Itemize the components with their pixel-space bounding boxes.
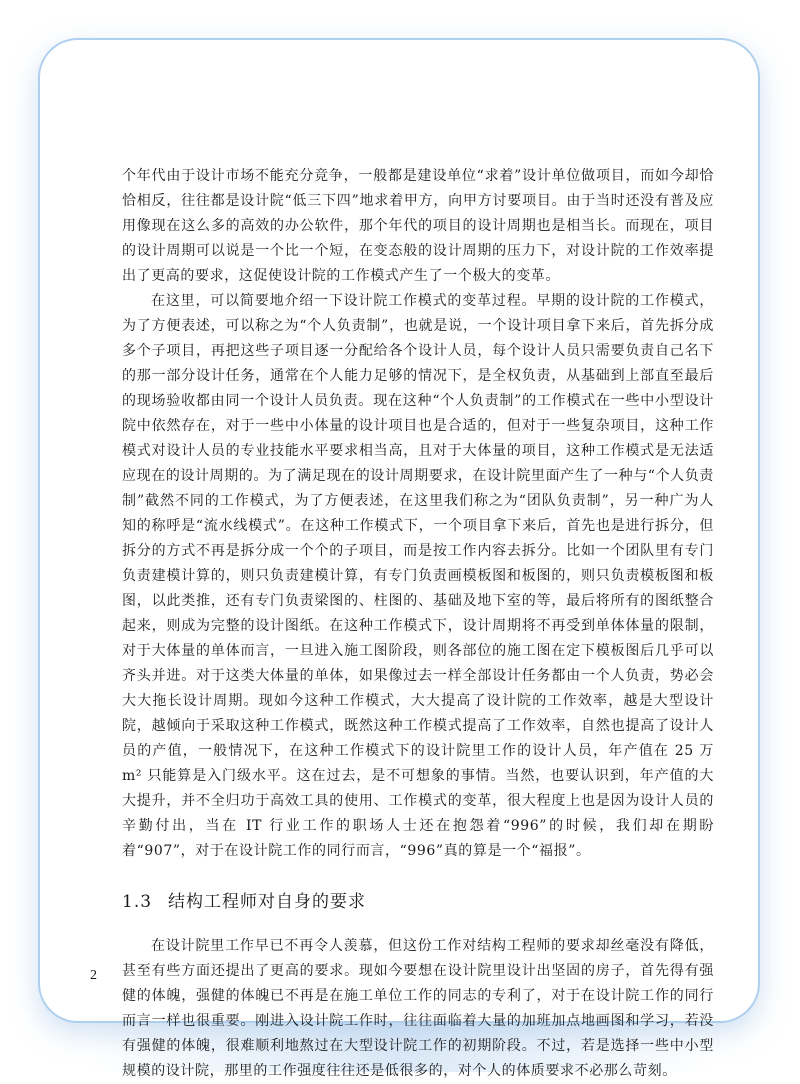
paragraph-engineer-requirements: 在设计院里工作早已不再令人羡慕，但这份工作对结构工程师的要求却丝毫没有降低，甚至有些方面还提出了更高的要求。现如今要想在设计院里设计出坚固的房子，首先得有强健的体魄，强健的体魄已不再是在施工单位工作的同志的专利了，对于在设计院工作的同行而言一样也很重要。刚进入设计院工作时，往往面临着大量的加班加点地画图和学习，若没有强健的体魄，很难顺利地熬过在大型设计院工作的初期阶段。不过，若是选择一些中小型规模的设计院，那里的工作强度往往还是低很多的，对个人的体质要求不必那么苛刻。 — [122, 938, 714, 1079]
section-number: 1.3 — [122, 892, 153, 912]
paragraph-work-mode-reform: 在这里，可以简要地介绍一下设计院工作模式的变革过程。早期的设计院的工作模式，为了方便表述，可以称之为“个人负责制”，也就是说，一个设计项目拿下来后，首先拆分成多个子项目，再把这些子项目逐一分配给各个设计人员，每个设计人员只需要负责自己名下的那一部分设计任务，通常在个人能力足够的情况下，是全权负责，从基础到上部直至最后的现场验收都由同一个设计人员负责。现在这种“个人负责制”的工作模式在一些中小型设计院中依然存在，对于一些中小体量的设计项目也是合适的，但对于一些复杂项目，这种工作模式对设计人员的专业技能水平要求相当高，且对于大体量的项目，这种工作模式是无法适应现在的设计周期的。为了满足现在的设计周期要求，在设计院里面产生了一种与“个人负责制”截然不同的工作模式，为了方便表述，在这里我们称之为“团队负责制”，另一种广为人知的称呼是“流水线模式”。在这种工作模式下，一个项目拿下来后，首先也是进行拆分，但拆分的方式不再是拆分成一个个的子项目，而是按工作内容去拆分。比如一个团队里有专门负责建模计算的，则只负责建模计算，有专门负责画模板图和板图的，则只负责模板图和板图，以此类推，还有专门负责梁图的、柱图的、基础及地下室的等，最后将所有的图纸整合起来，则成为完整的设计图纸。在这种工作模式下，设计周期将不再受到单体体量的限制，对于大体量的单体而言，一旦进入施工图阶段，则各部位的施工图在定下模板图后几乎可以齐头并进。对于这类大体量的单体，如果像过去一样全部设计任务都由一个人负责，势必会大大拖长设计周期。现如今这种工作模式，大大提高了设计院的工作效率，越是大型设计院，越倾向于采取这种工作模式，既然这种工作模式提高了工作效率，自然也提高了设计人员的产值，一般情况下，在这种工作模式下的设计院里工作的设计人员，年产值在 25 万 m² 只能算是入门级水平。这在过去，是不可想象的事情。当然，也要认识到，年产值的大大提升，并不全归功于高效工具的使用、工作模式的变革，很大程度上也是因为设计人员的辛勤付出，当在 IT 行业工作的职场人士还在抱怨着“996”的时候，我们却在期盼着“907”，对于在设计院工作的同行而言，“996”真的算是一个“福报”。 — [122, 293, 714, 859]
paragraph-continued: 个年代由于设计市场不能充分竞争，一般都是建设单位“求着”设计单位做项目，而如今却恰恰相反，往往都是设计院“低三下四”地求着甲方，向甲方讨要项目。由于当时还没有普及应用像现在这么多的高效的办公软件，那个年代的项目的设计周期也是相当长。而现在，项目的设计周期可以说是一个比一个短，在变态般的设计周期的压力下，对设计院的工作效率提出了更高的要求，这促使设计院的工作模式产生了一个极大的变革。 — [122, 168, 714, 284]
page-card — [38, 38, 760, 1079]
page-number: 2 — [90, 968, 97, 983]
page-content — [122, 164, 714, 1084]
section-heading — [122, 888, 714, 916]
section-title: 结构工程师对自身的要求 — [168, 892, 367, 912]
